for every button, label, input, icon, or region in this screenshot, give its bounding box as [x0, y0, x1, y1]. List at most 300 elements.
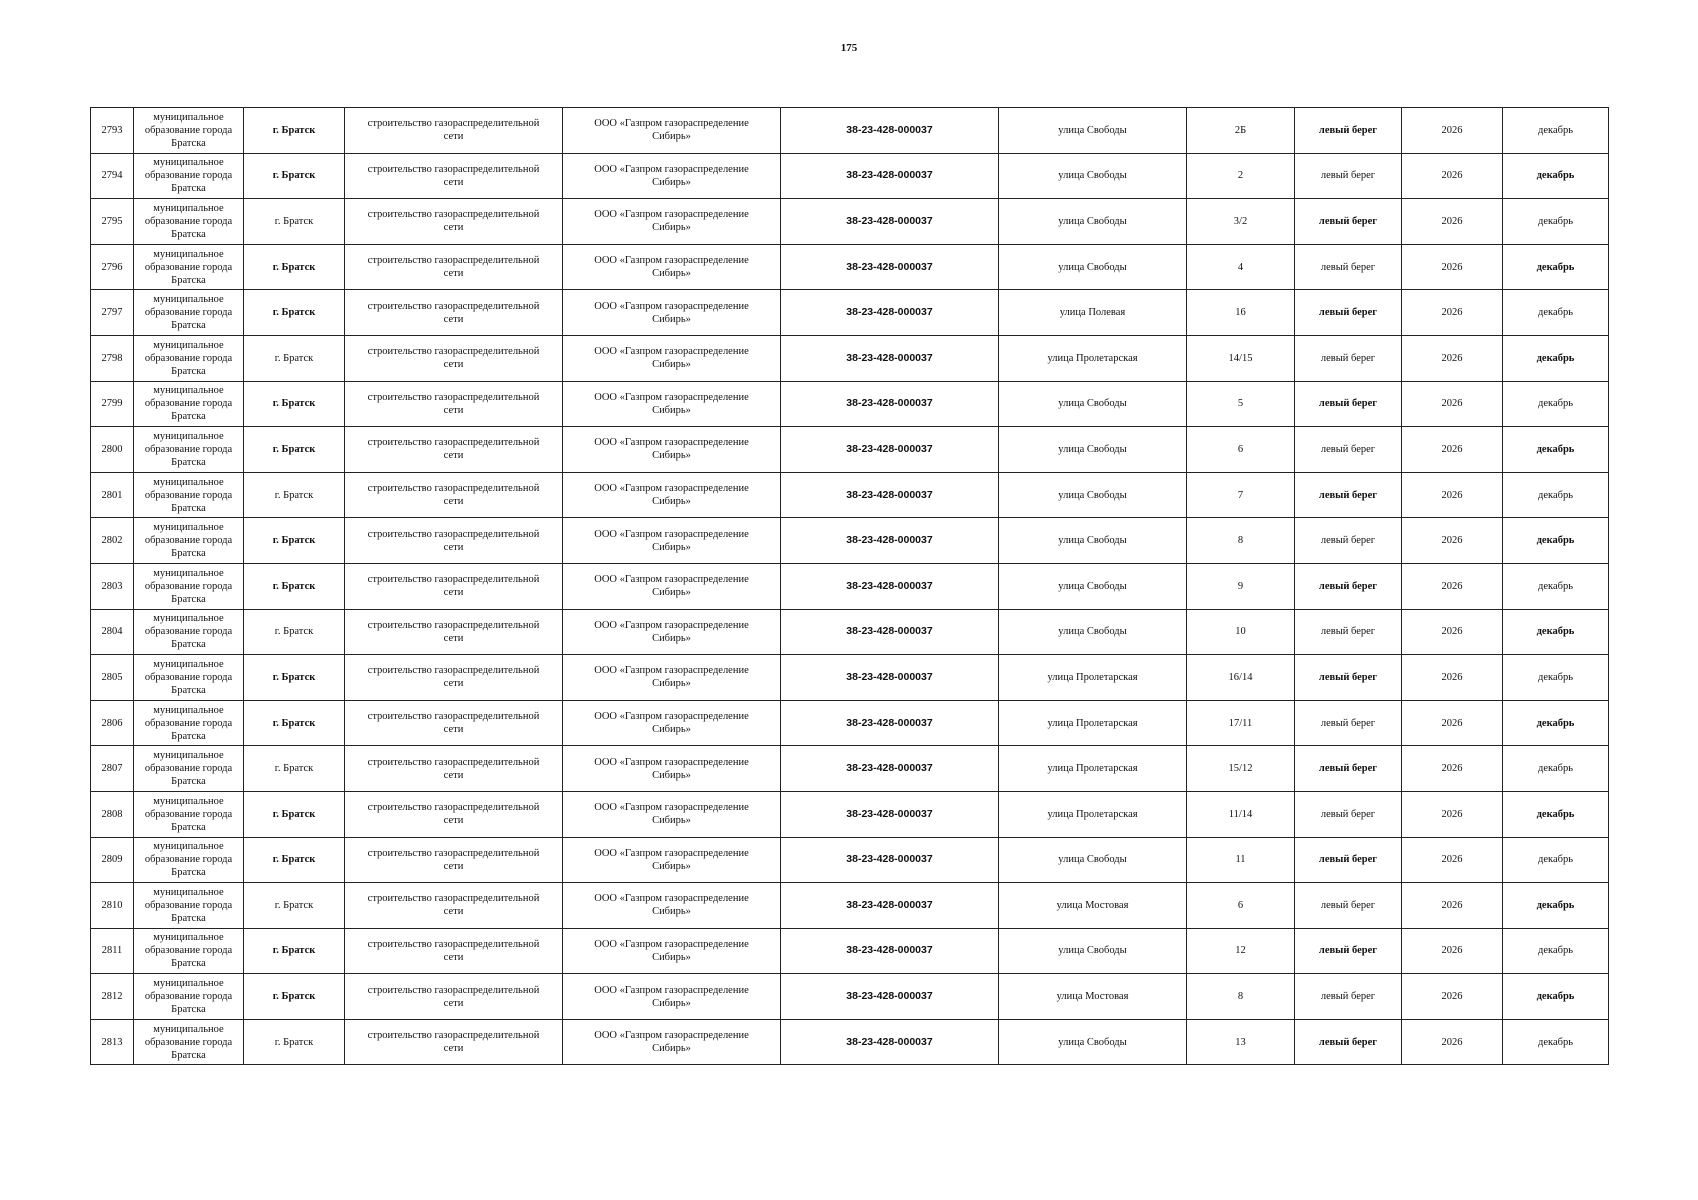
organization-line: ООО «Газпром газораспределение: [594, 619, 749, 631]
month: декабрь: [1538, 124, 1573, 136]
organization-cell: [563, 655, 781, 701]
river-bank: левый берег: [1318, 763, 1378, 775]
work-type-cell: [345, 655, 563, 701]
city-cell: [244, 609, 345, 655]
row-number-cell: [91, 108, 134, 154]
month-cell: [1503, 883, 1609, 929]
organization-line: Сибирь»: [652, 131, 691, 143]
river-bank: левый берег: [1320, 352, 1376, 364]
object-code: 38-23-428-000037: [846, 397, 933, 410]
work-type-cell: [345, 244, 563, 290]
work-type-line: сети: [443, 222, 464, 234]
year: 2026: [1441, 626, 1463, 638]
work-type-cell: [345, 518, 563, 564]
object-code-cell: [781, 244, 999, 290]
table-row: [91, 472, 1609, 518]
organization-line: Сибирь»: [652, 176, 691, 188]
table-row: [91, 427, 1609, 473]
table-row: [91, 290, 1609, 336]
work-type-cell: [345, 974, 563, 1020]
year: 2026: [1441, 352, 1463, 364]
work-type-line: сети: [443, 176, 464, 188]
work-type-line: сети: [443, 906, 464, 918]
municipality-line: Братска: [171, 912, 206, 924]
organization-line: Сибирь»: [652, 268, 691, 280]
month-cell: [1503, 1019, 1609, 1065]
year: 2026: [1441, 398, 1463, 410]
municipality-line: Братска: [171, 548, 206, 560]
year-cell: [1402, 472, 1503, 518]
street-cell: [999, 563, 1187, 609]
city-name: г. Братск: [272, 580, 316, 592]
organization-cell: [563, 1019, 781, 1065]
street-name: улица Свободы: [1058, 1036, 1127, 1048]
municipality-line: муниципальное: [153, 613, 224, 625]
work-type-cell: [345, 108, 563, 154]
city-cell: [244, 746, 345, 792]
municipality-line: Братска: [171, 411, 206, 423]
house-cell: [1187, 518, 1295, 564]
year-cell: [1402, 108, 1503, 154]
organization-line: Сибирь»: [652, 906, 691, 918]
municipality-line: образование города: [144, 1036, 233, 1048]
house-number: 17/11: [1228, 717, 1253, 729]
organization-line: ООО «Газпром газораспределение: [594, 483, 749, 495]
municipality-cell: [134, 1019, 244, 1065]
year-cell: [1402, 837, 1503, 883]
work-type-line: сети: [443, 450, 464, 462]
house-cell: [1187, 290, 1295, 336]
organization-line: ООО «Газпром газораспределение: [594, 118, 749, 130]
municipality-line: образование города: [144, 991, 233, 1003]
object-code-cell: [781, 108, 999, 154]
bank-cell: [1295, 837, 1402, 883]
month-cell: [1503, 381, 1609, 427]
table-row: [91, 335, 1609, 381]
work-type-line: сети: [443, 587, 464, 599]
work-type-cell: [345, 290, 563, 336]
work-type-line: строительство газораспределительной: [367, 756, 540, 768]
river-bank: левый берег: [1320, 991, 1376, 1003]
municipality-line: образование города: [144, 945, 233, 957]
city-name: г. Братск: [272, 854, 316, 866]
month-cell: [1503, 928, 1609, 974]
bank-cell: [1295, 244, 1402, 290]
table-row: [91, 563, 1609, 609]
city-cell: [244, 883, 345, 929]
organization-line: ООО «Газпром газораспределение: [594, 847, 749, 859]
city-name: г. Братск: [272, 398, 316, 410]
work-type-cell: [345, 928, 563, 974]
year: 2026: [1441, 671, 1463, 683]
row-number-cell: [91, 791, 134, 837]
object-code-cell: [781, 518, 999, 564]
municipality-line: Братска: [171, 776, 206, 788]
year-cell: [1402, 153, 1503, 199]
page-number: 175: [840, 42, 858, 54]
organization-line: Сибирь»: [652, 587, 691, 599]
month: декабрь: [1536, 535, 1575, 547]
organization-line: ООО «Газпром газораспределение: [594, 756, 749, 768]
work-type-line: строительство газораспределительной: [367, 391, 540, 403]
house-cell: [1187, 974, 1295, 1020]
organization-line: Сибирь»: [652, 769, 691, 781]
organization-line: ООО «Газпром газораспределение: [594, 163, 749, 175]
object-code-cell: [781, 883, 999, 929]
river-bank: левый берег: [1318, 671, 1378, 683]
city-cell: [244, 700, 345, 746]
month-cell: [1503, 655, 1609, 701]
object-code: 38-23-428-000037: [846, 944, 933, 957]
work-type-line: строительство газораспределительной: [367, 437, 540, 449]
work-type-cell: [345, 609, 563, 655]
object-code-cell: [781, 928, 999, 974]
month: декабрь: [1536, 352, 1575, 364]
organization-line: Сибирь»: [652, 997, 691, 1009]
registry-table: [90, 107, 1609, 1065]
municipality-line: образование города: [144, 580, 233, 592]
month-cell: [1503, 700, 1609, 746]
organization-cell: [563, 791, 781, 837]
work-type-line: сети: [443, 131, 464, 143]
municipality-cell: [134, 472, 244, 518]
organization-cell: [563, 381, 781, 427]
street-name: улица Свободы: [1058, 398, 1127, 410]
month-cell: [1503, 609, 1609, 655]
year-cell: [1402, 655, 1503, 701]
city-name: г. Братск: [274, 352, 314, 364]
municipality-cell: [134, 974, 244, 1020]
work-type-line: строительство газораспределительной: [367, 1030, 540, 1042]
object-code: 38-23-428-000037: [846, 169, 933, 182]
month: декабрь: [1538, 854, 1573, 866]
row-number-cell: [91, 290, 134, 336]
municipality-line: образование города: [144, 763, 233, 775]
month: декабрь: [1536, 991, 1575, 1003]
house-number: 7: [1237, 489, 1244, 501]
organization-line: ООО «Газпром газораспределение: [594, 574, 749, 586]
river-bank: левый берег: [1318, 580, 1378, 592]
house-number: 5: [1237, 398, 1244, 410]
municipality-line: Братска: [171, 183, 206, 195]
municipality-line: образование города: [144, 808, 233, 820]
house-number: 15/12: [1228, 763, 1253, 775]
table-row: [91, 837, 1609, 883]
year: 2026: [1441, 261, 1463, 273]
row-number: 2809: [101, 854, 123, 866]
municipality-line: муниципальное: [153, 978, 224, 990]
row-number-cell: [91, 518, 134, 564]
table-row: [91, 791, 1609, 837]
object-code-cell: [781, 609, 999, 655]
municipality-line: муниципальное: [153, 932, 224, 944]
organization-cell: [563, 837, 781, 883]
object-code: 38-23-428-000037: [846, 762, 933, 775]
table-row: [91, 928, 1609, 974]
street-name: улица Пролетарская: [1047, 763, 1138, 775]
city-cell: [244, 472, 345, 518]
organization-line: Сибирь»: [652, 222, 691, 234]
year: 2026: [1441, 307, 1463, 319]
river-bank: левый берег: [1320, 261, 1376, 273]
river-bank: левый берег: [1318, 215, 1378, 227]
object-code: 38-23-428-000037: [846, 442, 933, 455]
work-type-line: сети: [443, 1043, 464, 1055]
river-bank: левый берег: [1320, 626, 1376, 638]
year: 2026: [1441, 717, 1463, 729]
work-type-line: сети: [443, 860, 464, 872]
work-type-line: сети: [443, 678, 464, 690]
object-code-cell: [781, 791, 999, 837]
month-cell: [1503, 518, 1609, 564]
row-number-cell: [91, 563, 134, 609]
organization-line: Сибирь»: [652, 860, 691, 872]
street-name: улица Свободы: [1058, 215, 1127, 227]
row-number-cell: [91, 883, 134, 929]
row-number: 2795: [101, 215, 123, 227]
municipality-cell: [134, 883, 244, 929]
house-cell: [1187, 791, 1295, 837]
organization-line: Сибирь»: [652, 404, 691, 416]
organization-cell: [563, 108, 781, 154]
table-row: [91, 108, 1609, 154]
municipality-line: муниципальное: [153, 658, 224, 670]
work-type-line: сети: [443, 997, 464, 1009]
year: 2026: [1441, 991, 1463, 1003]
house-number: 3/2: [1233, 215, 1248, 227]
organization-line: ООО «Газпром газораспределение: [594, 300, 749, 312]
city-cell: [244, 655, 345, 701]
month-cell: [1503, 837, 1609, 883]
work-type-line: сети: [443, 951, 464, 963]
work-type-line: строительство газораспределительной: [367, 893, 540, 905]
municipality-cell: [134, 290, 244, 336]
year: 2026: [1441, 124, 1463, 136]
house-cell: [1187, 883, 1295, 929]
work-type-cell: [345, 335, 563, 381]
municipality-cell: [134, 928, 244, 974]
organization-line: ООО «Газпром газораспределение: [594, 893, 749, 905]
municipality-cell: [134, 381, 244, 427]
work-type-line: строительство газораспределительной: [367, 163, 540, 175]
month-cell: [1503, 427, 1609, 473]
month: декабрь: [1536, 808, 1575, 820]
organization-cell: [563, 563, 781, 609]
organization-line: ООО «Газпром газораспределение: [594, 209, 749, 221]
object-code-cell: [781, 700, 999, 746]
city-name: г. Братск: [272, 717, 316, 729]
organization-line: Сибирь»: [652, 678, 691, 690]
organization-line: Сибирь»: [652, 359, 691, 371]
object-code-cell: [781, 655, 999, 701]
municipality-line: образование города: [144, 854, 233, 866]
month-cell: [1503, 335, 1609, 381]
municipality-line: образование города: [144, 261, 233, 273]
work-type-line: строительство газораспределительной: [367, 118, 540, 130]
month-cell: [1503, 108, 1609, 154]
municipality-line: муниципальное: [153, 248, 224, 260]
municipality-line: муниципальное: [153, 750, 224, 762]
municipality-line: Братска: [171, 1049, 206, 1061]
street-cell: [999, 700, 1187, 746]
city-name: г. Братск: [274, 626, 314, 638]
work-type-line: сети: [443, 404, 464, 416]
house-number: 16/14: [1228, 671, 1253, 683]
house-cell: [1187, 1019, 1295, 1065]
work-type-cell: [345, 563, 563, 609]
city-cell: [244, 518, 345, 564]
object-code: 38-23-428-000037: [846, 990, 933, 1003]
month-cell: [1503, 153, 1609, 199]
month-cell: [1503, 974, 1609, 1020]
street-name: улица Пролетарская: [1047, 717, 1138, 729]
city-cell: [244, 837, 345, 883]
river-bank: левый берег: [1320, 808, 1376, 820]
organization-cell: [563, 974, 781, 1020]
row-number: 2813: [101, 1036, 123, 1048]
street-name: улица Свободы: [1058, 170, 1127, 182]
year-cell: [1402, 244, 1503, 290]
street-name: улица Свободы: [1058, 489, 1127, 501]
object-code: 38-23-428-000037: [846, 625, 933, 638]
municipality-line: муниципальное: [153, 841, 224, 853]
organization-cell: [563, 335, 781, 381]
organization-line: ООО «Газпром газораспределение: [594, 437, 749, 449]
work-type-line: сети: [443, 268, 464, 280]
organization-cell: [563, 928, 781, 974]
year-cell: [1402, 381, 1503, 427]
house-number: 10: [1235, 626, 1246, 638]
municipality-line: образование города: [144, 489, 233, 501]
municipality-line: образование города: [144, 215, 233, 227]
municipality-line: Братска: [171, 639, 206, 651]
house-number: 13: [1235, 1036, 1246, 1048]
object-code-cell: [781, 974, 999, 1020]
year-cell: [1402, 427, 1503, 473]
organization-line: Сибирь»: [652, 724, 691, 736]
object-code-cell: [781, 290, 999, 336]
bank-cell: [1295, 974, 1402, 1020]
row-number: 2802: [101, 535, 123, 547]
row-number: 2812: [101, 991, 123, 1003]
row-number-cell: [91, 837, 134, 883]
row-number-cell: [91, 655, 134, 701]
work-type-line: сети: [443, 769, 464, 781]
year: 2026: [1441, 170, 1463, 182]
organization-line: Сибирь»: [652, 313, 691, 325]
municipality-line: муниципальное: [153, 886, 224, 898]
street-name: улица Пролетарская: [1047, 671, 1138, 683]
street-name: улица Свободы: [1058, 535, 1127, 547]
organization-line: ООО «Газпром газораспределение: [594, 938, 749, 950]
year-cell: [1402, 974, 1503, 1020]
year: 2026: [1441, 763, 1463, 775]
street-cell: [999, 381, 1187, 427]
row-number: 2799: [101, 398, 123, 410]
table-row: [91, 518, 1609, 564]
work-type-cell: [345, 883, 563, 929]
bank-cell: [1295, 108, 1402, 154]
house-cell: [1187, 609, 1295, 655]
work-type-line: строительство газораспределительной: [367, 528, 540, 540]
month: декабрь: [1536, 899, 1575, 911]
work-type-line: сети: [443, 313, 464, 325]
municipality-line: образование города: [144, 124, 233, 136]
house-number: 9: [1237, 580, 1244, 592]
bank-cell: [1295, 427, 1402, 473]
street-cell: [999, 518, 1187, 564]
street-cell: [999, 199, 1187, 245]
municipality-line: образование города: [144, 307, 233, 319]
house-number: 16: [1235, 307, 1246, 319]
house-number: 4: [1237, 261, 1244, 273]
table-row: [91, 700, 1609, 746]
river-bank: левый берег: [1318, 1036, 1378, 1048]
river-bank: левый берег: [1320, 535, 1376, 547]
municipality-line: образование города: [144, 443, 233, 455]
bank-cell: [1295, 700, 1402, 746]
table-row: [91, 244, 1609, 290]
bank-cell: [1295, 791, 1402, 837]
city-name: г. Братск: [272, 991, 316, 1003]
municipality-line: образование города: [144, 352, 233, 364]
organization-cell: [563, 746, 781, 792]
row-number: 2800: [101, 443, 123, 455]
organization-line: Сибирь»: [652, 496, 691, 508]
municipality-cell: [134, 655, 244, 701]
house-cell: [1187, 199, 1295, 245]
city-name: г. Братск: [272, 535, 316, 547]
river-bank: левый берег: [1320, 170, 1376, 182]
municipality-line: муниципальное: [153, 157, 224, 169]
organization-cell: [563, 472, 781, 518]
organization-cell: [563, 427, 781, 473]
house-cell: [1187, 244, 1295, 290]
year-cell: [1402, 290, 1503, 336]
row-number: 2793: [101, 124, 123, 136]
month-cell: [1503, 472, 1609, 518]
municipality-line: муниципальное: [153, 111, 224, 123]
river-bank: левый берег: [1318, 307, 1378, 319]
object-code-cell: [781, 472, 999, 518]
month: декабрь: [1538, 763, 1573, 775]
municipality-line: Братска: [171, 1004, 206, 1016]
table-row: [91, 1019, 1609, 1065]
object-code-cell: [781, 199, 999, 245]
object-code: 38-23-428-000037: [846, 214, 933, 227]
street-cell: [999, 655, 1187, 701]
municipality-cell: [134, 700, 244, 746]
municipality-cell: [134, 335, 244, 381]
house-number: 6: [1237, 443, 1244, 455]
object-code: 38-23-428-000037: [846, 1035, 933, 1048]
month: декабрь: [1536, 170, 1575, 182]
organization-cell: [563, 153, 781, 199]
municipality-line: Братска: [171, 365, 206, 377]
work-type-line: строительство газораспределительной: [367, 300, 540, 312]
row-number: 2796: [101, 261, 123, 273]
house-number: 6: [1237, 899, 1244, 911]
work-type-line: строительство газораспределительной: [367, 483, 540, 495]
river-bank: левый берег: [1318, 945, 1378, 957]
organization-line: ООО «Газпром газораспределение: [594, 984, 749, 996]
object-code-cell: [781, 563, 999, 609]
year-cell: [1402, 700, 1503, 746]
house-number: 2: [1237, 170, 1244, 182]
city-cell: [244, 153, 345, 199]
city-cell: [244, 563, 345, 609]
bank-cell: [1295, 928, 1402, 974]
